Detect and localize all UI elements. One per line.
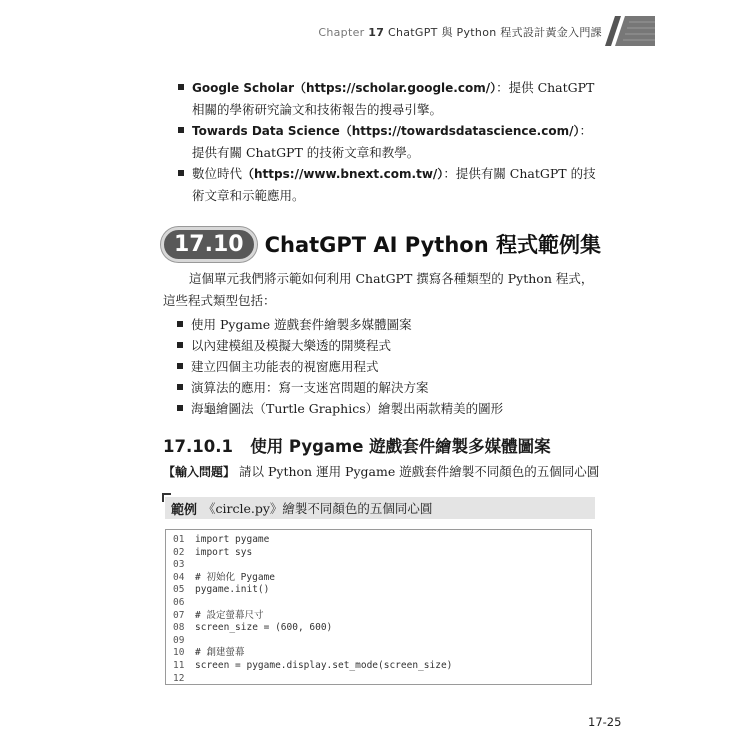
line-number: 06 — [173, 596, 185, 608]
code-line — [173, 559, 591, 572]
prompt-tag: 【輸入問題】 — [163, 465, 236, 479]
resource-desc: ：提供有關 ChatGPT 的技術文章和示範應用。 — [192, 166, 596, 203]
list-item: 演算法的應用：寫一支迷宮問題的解決方案 — [177, 377, 597, 398]
code-listing — [165, 529, 592, 685]
resource-item — [178, 77, 598, 120]
program-type-list — [177, 314, 597, 419]
code-text: # 創建螢幕 — [195, 647, 245, 659]
line-number: 01 — [173, 534, 185, 545]
resource-url: （https://www.bnext.com.tw/） — [242, 167, 444, 181]
code-text: # 初始化 Pygame — [195, 571, 275, 583]
resource-desc: ：提供 ChatGPT 相關的學術研究論文和技術報告的搜尋引擎。 — [192, 80, 595, 117]
subsection-heading — [163, 433, 551, 457]
subsection-number: 17.10.1 — [163, 437, 233, 456]
code-line — [173, 660, 591, 673]
subsection-title: 使用 Pygame 遊戲套件繪製多媒體圖案 — [250, 437, 551, 456]
code-line — [173, 597, 591, 610]
prompt-text: 請以 Python 運用 Pygame 遊戲套件繪製不同顏色的五個同心圓 — [239, 464, 600, 479]
code-text: # 設定螢幕尺寸 — [195, 609, 264, 621]
prompt-line — [163, 462, 599, 480]
list-item: 建立四個主功能表的視窗應用程式 — [177, 356, 597, 377]
line-number: 11 — [173, 659, 185, 671]
list-item: 使用 Pygame 遊戲套件繪製多媒體圖案 — [177, 314, 597, 335]
line-number: 09 — [173, 634, 185, 646]
line-number: 08 — [173, 622, 185, 634]
section-title: ChatGPT AI Python 程式範例集 — [264, 233, 601, 257]
code-line — [173, 572, 591, 585]
resource-name: Towards Data Science — [192, 124, 340, 138]
running-header — [318, 24, 602, 40]
resource-name: Google Scholar — [192, 81, 295, 95]
header-stripe-decoration — [605, 16, 655, 46]
code-text: screen_size = (600, 600) — [195, 622, 333, 634]
list-item: 以內建模組及模擬大樂透的開獎程式 — [177, 335, 597, 356]
line-number: 07 — [173, 609, 185, 621]
line-number: 10 — [173, 647, 185, 659]
resource-item — [178, 163, 598, 206]
code-line — [173, 673, 591, 686]
section-intro: 這個單元我們將示範如何利用 ChatGPT 撰寫各種類型的 Python 程式，這些程式類型包括： — [163, 271, 594, 308]
resource-url: （https://scholar.google.com/） — [294, 81, 497, 95]
resource-url: （https://towardsdatascience.com/） — [339, 124, 580, 138]
code-line — [173, 610, 591, 623]
page-number: 17-25 — [588, 715, 622, 729]
line-number: 12 — [173, 672, 185, 684]
section-number-badge: 17.10 — [161, 227, 257, 262]
example-label: 範例 — [171, 502, 198, 518]
code-text: screen = pygame.display.set_mode(screen_size) — [195, 659, 453, 671]
resource-name: 數位時代 — [192, 166, 243, 181]
list-item: 海龜繪圖法（Turtle Graphics）繪製出兩款精美的圖形 — [177, 398, 597, 419]
code-line — [173, 635, 591, 648]
line-number: 02 — [173, 546, 185, 558]
code-line — [173, 622, 591, 635]
section-heading — [161, 226, 601, 262]
line-number: 05 — [173, 584, 185, 596]
code-line — [173, 547, 591, 560]
chapter-title: ChatGPT 與 Python 程式設計黃金入門課 — [387, 26, 602, 39]
code-line — [173, 534, 591, 547]
resource-list — [178, 77, 598, 206]
resource-item — [178, 120, 598, 163]
code-line — [173, 647, 591, 660]
code-text: import sys — [195, 546, 253, 558]
chapter-number: 17 — [368, 26, 385, 39]
line-number: 03 — [173, 559, 185, 571]
code-text: pygame.init() — [195, 584, 270, 596]
chapter-label: Chapter — [318, 26, 365, 39]
resource-desc: ：提供有關 ChatGPT 的技術文章和教學。 — [192, 123, 593, 160]
line-number: 04 — [173, 571, 185, 583]
code-line — [173, 584, 591, 597]
example-title: 《circle.py》繪製不同顏色的五個同心圓 — [203, 501, 433, 516]
code-text: import pygame — [195, 534, 270, 545]
example-title-bar — [165, 497, 595, 519]
